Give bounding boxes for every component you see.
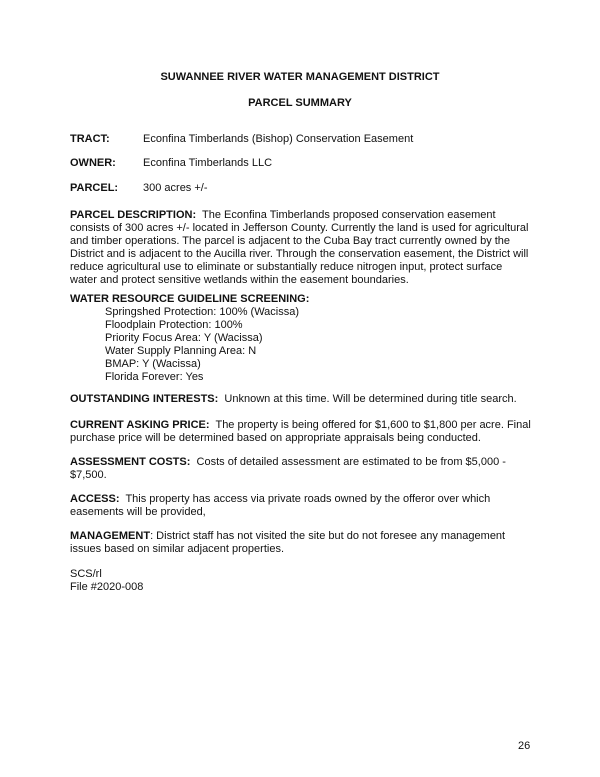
owner-value: Econfina Timberlands LLC — [143, 157, 273, 169]
organization-heading: SUWANNEE RIVER WATER MANAGEMENT DISTRICT — [160, 71, 440, 83]
list-item: Priority Focus Area: Y (Wacissa) — [105, 332, 263, 344]
current-asking-price-text: The property is being offered for $1,600 to $1,800 per acre. Final purchase price will be determined based on appropriate appraisals being conducted. — [70, 419, 531, 444]
water-resource-screening-list — [105, 306, 299, 384]
access-text: This property has access via private roads owned by the offeror over which easements will be provided, — [70, 493, 491, 518]
access-label: ACCESS: — [70, 493, 120, 505]
parcel-field — [70, 182, 540, 195]
list-item: Springshed Protection: 100% (Wacissa) — [105, 306, 300, 318]
assessment-costs-label: ASSESSMENT COSTS: — [70, 456, 191, 468]
page-number: 26 — [518, 740, 531, 752]
tract-field — [70, 133, 540, 146]
parcel-value: 300 acres +/- — [143, 182, 208, 194]
signature-block — [70, 568, 143, 594]
outstanding-interests-label: OUTSTANDING INTERESTS: — [70, 393, 219, 405]
access — [70, 493, 532, 519]
parcel-description-text: The Econfina Timberlands proposed conservation easement consists of 300 acres +/- located in Jefferson County. Currently the land is used for agricultural and timber operations. The parcel is adjacent to the Cuba Bay tract currently owned by the District and is adjacent to the Aucilla river. Through the conservation easement, the District will reduce agricultural use to eliminate or substantially reduce nitrogen input, protect surface water and protect sensitive wetlands within the easement boundaries. — [70, 209, 529, 286]
current-asking-price — [70, 419, 532, 445]
water-resource-screening-heading: WATER RESOURCE GUIDELINE SCREENING: — [70, 293, 310, 305]
parcel-description — [70, 209, 532, 287]
management — [70, 530, 532, 556]
tract-label: TRACT: — [70, 133, 110, 145]
outstanding-interests — [70, 393, 532, 406]
assessment-costs-text: Costs of detailed assessment are estimated to be from $5,000 - $7,500. — [70, 456, 506, 481]
current-asking-price-label: CURRENT ASKING PRICE: — [70, 419, 210, 431]
list-item: BMAP: Y (Wacissa) — [105, 358, 201, 370]
file-number: File #2020-008 — [70, 581, 144, 593]
owner-field — [70, 157, 540, 170]
list-item: Florida Forever: Yes — [105, 371, 204, 383]
outstanding-interests-text: Unknown at this time. Will be determined during title search. — [224, 393, 517, 405]
parcel-description-label: PARCEL DESCRIPTION: — [70, 209, 197, 221]
management-text: : District staff has not visited the site but do not foresee any management issues based on similar adjacent properties. — [70, 530, 506, 555]
list-item: Water Supply Planning Area: N — [105, 345, 257, 357]
management-label: MANAGEMENT — [70, 530, 151, 542]
parcel-label: PARCEL: — [70, 182, 119, 194]
tract-value: Econfina Timberlands (Bishop) Conservation Easement — [143, 133, 414, 145]
assessment-costs — [70, 456, 532, 482]
page-title: PARCEL SUMMARY — [248, 97, 352, 109]
author-initials: SCS/rl — [70, 568, 102, 580]
list-item: Floodplain Protection: 100% — [105, 319, 243, 331]
owner-label: OWNER: — [70, 157, 116, 169]
